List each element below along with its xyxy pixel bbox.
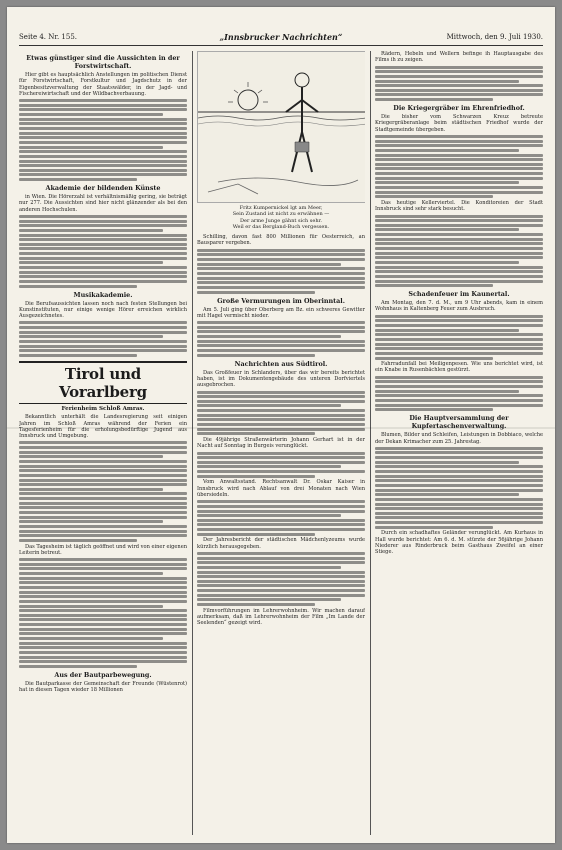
paragraph: Hier gibt es hauptsächlich Anstellungen im politischen Dienst für Forstwirtschaft, Forstkultur und Jagdschutz in der Eigenbesitzverwaltung der Staatswälder, in der Jagd- und Fischereiwirtschaft und der Wildbachverbauung.: [19, 72, 187, 97]
text-line: [19, 591, 187, 594]
text-line: [375, 390, 519, 393]
text-line: [375, 475, 543, 478]
text-line: [375, 191, 543, 194]
text-line: [197, 571, 365, 574]
text-line: [19, 628, 187, 631]
text-line: [375, 465, 543, 468]
text-block: [197, 249, 365, 294]
text-line: [375, 493, 519, 496]
text-line: [19, 488, 163, 491]
text-line: [19, 520, 163, 523]
text-line: [197, 566, 341, 569]
text-line: [375, 338, 543, 341]
text-line: [19, 127, 187, 130]
text-line: [19, 516, 187, 519]
text-line: [19, 479, 187, 482]
text-line: [19, 558, 187, 561]
headline: Musikakademie.: [73, 290, 133, 299]
text-block: [19, 558, 187, 668]
paragraph: Die Berufsaussichten lassen noch nach festen Stellungen bei Kunstinstituten, nur einige wenige Hörer erreichen wirklich Ausgezeichnetes.: [19, 300, 187, 320]
text-line: [375, 357, 493, 360]
text-line: [197, 432, 315, 435]
text-line: [197, 400, 365, 403]
text-block: [19, 215, 187, 288]
text-line: [375, 512, 543, 515]
text-line: [19, 150, 187, 153]
paragraph: Die bisher vom Schwarzen Kreuz betreute Kriegergräberanlage beim städtischen Friedhof wurde der Stadtgemeinde übergeben.: [375, 114, 543, 133]
text-line: [375, 172, 543, 175]
text-line: [19, 497, 187, 500]
paragraph: in Wien. Die Hörerzahl ist verhältnismäßig gering, sie beträgt nur 277. Die Aussichten sind hier nicht glänzender als bei den anderen Hochschulen.: [19, 194, 187, 213]
text-line: [197, 589, 365, 592]
text-block: [375, 315, 543, 360]
text-line: [375, 461, 519, 464]
text-line: [19, 275, 187, 278]
text-block: [197, 452, 365, 478]
text-line: [375, 70, 543, 73]
text-line: [19, 141, 187, 144]
text-line: [375, 319, 543, 322]
text-line: [375, 98, 493, 101]
text-line: [19, 511, 187, 514]
text-line: [375, 315, 543, 318]
text-line: [197, 594, 365, 597]
headline: Schadenfeuer im Kaunertal.: [408, 290, 510, 299]
text-line: [19, 155, 187, 158]
text-line: [19, 506, 187, 509]
paragraph: Das heutige Kellerviertel. Die Konditoreien der Stadt Innsbruck sind sehr stark besucht.: [375, 199, 543, 213]
text-line: [197, 249, 365, 252]
text-line: [197, 523, 365, 526]
text-line: [197, 349, 365, 352]
text-line: [19, 572, 163, 575]
text-line: [375, 498, 543, 501]
text-line: [19, 173, 187, 176]
text-line: [197, 263, 341, 266]
text-block: [197, 500, 365, 535]
text-line: [375, 219, 543, 222]
caption-line: Weil er das Bergland-Buch vergessen.: [232, 223, 330, 230]
text-line: [19, 335, 163, 338]
text-line: [19, 483, 187, 486]
text-line: [19, 178, 137, 181]
text-line: [19, 169, 187, 172]
text-line: [375, 333, 543, 336]
column-2: [197, 51, 365, 835]
text-line: [375, 343, 543, 346]
text-line: [19, 642, 187, 645]
text-line: [375, 149, 519, 152]
text-line: [197, 505, 365, 508]
text-line: [19, 99, 187, 102]
text-line: [197, 584, 365, 587]
text-line: [375, 93, 543, 96]
text-line: [19, 104, 187, 107]
paragraph: Schilling, davon fast 800 Millionen für Oesterreich, an Bausparer vergeben.: [197, 234, 365, 247]
paragraph: Das Tagesheim ist täglich geöffnet und wird von einer eigenen Leiterin betreut.: [19, 543, 187, 556]
text-line: [197, 281, 365, 284]
column-rule: [192, 51, 193, 835]
text-line: [375, 526, 493, 529]
column-1: [19, 51, 187, 835]
text-line: [375, 280, 543, 283]
text-line: [375, 394, 543, 397]
page-header: [19, 31, 543, 46]
text-line: [19, 665, 137, 668]
text-line: [375, 521, 543, 524]
text-block: [375, 135, 543, 198]
text-line: [19, 266, 187, 269]
text-line: [19, 224, 187, 227]
text-block: [19, 99, 187, 181]
headline: Aus der Bautparbewegung.: [54, 670, 152, 679]
text-line: [197, 414, 365, 417]
text-line: [197, 519, 365, 522]
text-line: [375, 451, 543, 454]
text-line: [375, 352, 543, 355]
text-line: [19, 577, 187, 580]
column-3: [375, 51, 543, 835]
text-line: [375, 347, 543, 350]
text-line: [19, 474, 187, 477]
text-line: [19, 656, 187, 659]
text-line: [19, 469, 187, 472]
text-line: [197, 272, 365, 275]
text-line: [375, 163, 543, 166]
text-line: [375, 233, 543, 236]
text-line: [19, 618, 187, 621]
text-line: [197, 533, 315, 536]
page-fold: [7, 427, 555, 429]
text-line: [197, 603, 315, 606]
text-line: [19, 229, 163, 232]
text-line: [375, 275, 543, 278]
text-line: [375, 284, 493, 287]
paragraph: Fahrradunfall bei Meiligenpesen. Wie uns berichtet wird, ist ein Knabe in Rusenbächlen gestürzt.: [375, 361, 543, 374]
text-line: [19, 539, 137, 542]
text-line: [19, 614, 187, 617]
text-block: [197, 321, 365, 356]
text-line: [375, 456, 543, 459]
text-line: [19, 660, 187, 663]
text-line: [19, 136, 187, 139]
text-line: [375, 261, 519, 264]
text-line: [197, 500, 365, 503]
text-line: [19, 349, 187, 352]
text-block: [375, 215, 543, 288]
text-line: [197, 277, 365, 280]
text-line: [19, 331, 187, 334]
text-line: [375, 266, 543, 269]
text-line: [375, 238, 543, 241]
text-line: [375, 470, 543, 473]
text-line: [19, 122, 187, 125]
text-line: [19, 605, 163, 608]
text-line: [375, 507, 543, 510]
text-block: [197, 552, 365, 606]
text-line: [19, 220, 187, 223]
text-line: [197, 470, 365, 473]
text-line: [197, 528, 365, 531]
text-line: [19, 132, 187, 135]
text-line: [19, 595, 187, 598]
text-line: [375, 186, 543, 189]
text-line: [19, 118, 187, 121]
text-line: [197, 258, 365, 261]
masthead: „Innsbrucker Nachrichten“: [219, 32, 343, 42]
text-line: [197, 335, 341, 338]
text-line: [197, 321, 365, 324]
text-line: [375, 324, 543, 327]
text-line: [19, 326, 187, 329]
text-line: [19, 609, 187, 612]
text-line: [19, 465, 187, 468]
text-line: [19, 354, 137, 357]
text-line: [19, 637, 163, 640]
text-line: [197, 395, 365, 398]
text-block: [375, 447, 543, 529]
text-line: [375, 228, 519, 231]
text-line: [197, 561, 365, 564]
headline: Die Hauptversammlung der Kupfertaschenverwaltung.: [409, 414, 509, 431]
text-line: [375, 270, 543, 273]
text-line: [19, 600, 187, 603]
text-line: [19, 451, 187, 454]
headline: Akademie der bildenden Künste: [45, 184, 161, 193]
caption-line: Fritz Kumpernickel lgt am Meer,: [239, 205, 323, 211]
text-line: [19, 321, 187, 324]
subheadline: Ferienheim Schloß Amras.: [61, 405, 145, 412]
text-line: [19, 563, 187, 566]
text-line: [375, 247, 543, 250]
text-line: [19, 261, 163, 264]
text-line: [197, 552, 365, 555]
text-line: [375, 516, 543, 519]
text-line: [375, 66, 543, 69]
text-line: [375, 181, 519, 184]
text-block: [19, 441, 187, 541]
text-line: [197, 510, 365, 513]
text-line: [375, 479, 543, 482]
text-line: [19, 340, 187, 343]
text-line: [197, 423, 365, 426]
text-block: [375, 66, 543, 101]
text-line: [375, 224, 543, 227]
text-line: [375, 329, 519, 332]
text-line: [19, 234, 187, 237]
text-line: [19, 285, 137, 288]
text-line: [375, 177, 543, 180]
text-block: [19, 321, 187, 356]
text-line: [375, 215, 543, 218]
text-line: [197, 391, 365, 394]
caption-line: Sein Zustand ist nicht zu erwähnen —: [232, 211, 330, 218]
text-line: [19, 525, 187, 528]
text-line: [197, 418, 365, 421]
text-line: [197, 340, 365, 343]
text-line: [197, 461, 365, 464]
text-line: [19, 534, 187, 537]
text-line: [197, 475, 315, 478]
paragraph: Vom Anwaltsstand. Rechtsanwalt Dr. Oskar Kaiser in Innsbruck wird nach Ablauf von drei Monaten nach Wien übersiedeln.: [197, 479, 365, 498]
paragraph: Am 5. Juli ging über Oberberg am Bz. ein schweres Gewitter mit Hagel vermischt nieder.: [197, 306, 365, 319]
text-line: [375, 140, 543, 143]
text-line: [197, 580, 365, 583]
text-line: [19, 623, 187, 626]
paragraph: Der Jahresbericht der städtischen Mädchenlyzeums wurde kürzlich herausgegeben.: [197, 537, 365, 550]
text-line: [19, 502, 187, 505]
text-line: [375, 484, 543, 487]
paragraph: Die Bautparkasse der Gemeinschaft der Freunde (Wüstenrot) hat in diesen Tagen wieder 18 Millionen: [19, 680, 187, 694]
text-line: [19, 257, 187, 260]
text-line: [19, 108, 187, 111]
text-line: [19, 441, 187, 444]
page-number: Seite 4. Nr. 155.: [19, 33, 77, 41]
text-line: [19, 567, 187, 570]
issue-date: Mittwoch, den 9. Juli 1930.: [446, 33, 543, 41]
text-line: [375, 167, 543, 170]
paragraph: Blumen, Bilder und Schleifen, Leistungen in Dobbiaco, welche der Dekan Krimacher zum 25. Jahrestag.: [375, 432, 543, 445]
text-line: [19, 345, 187, 348]
beach-cartoon-illustration: [197, 51, 365, 203]
text-line: [197, 291, 315, 294]
text-line: [197, 575, 365, 578]
text-line: [19, 252, 187, 255]
text-line: [19, 492, 187, 495]
text-line: [19, 446, 187, 449]
text-line: [375, 489, 543, 492]
text-line: [19, 632, 187, 635]
text-line: [197, 598, 341, 601]
cartoon-caption: [197, 205, 365, 230]
text-line: [197, 253, 365, 256]
text-line: [197, 326, 365, 329]
text-line: [197, 514, 341, 517]
headline: Große Vermurungen im Oberinntal.: [217, 296, 345, 305]
paragraph: Das Großfeuer in Schlanders, über das wir bereits berichtet haben, ist im Dokumentengebäude des unteren Dorfviertels ausgebrochen.: [197, 369, 365, 389]
text-line: [197, 286, 365, 289]
paragraph: Die 49jährige Straßenwärterin Johann Gerhart ist in der Nacht auf Sonntag in Burgeis verunglückt.: [197, 436, 365, 450]
caption-line: Der arme Junge gähnt sich sehr.: [240, 217, 322, 224]
text-line: [197, 452, 365, 455]
text-line: [19, 247, 187, 250]
headline: Nachrichten aus Südtirol.: [234, 359, 328, 368]
text-line: [375, 376, 543, 379]
text-line: [375, 447, 543, 450]
text-line: [197, 354, 315, 357]
paragraph: Bekanntlich unterhält die Landesregierung seit einigen Jahren im Schloß Amras während der Ferien ein Tagesferienheim für die erholungsbedürftige Jugend aus Innsbruck und Umgebung.: [19, 414, 187, 440]
cartoon-drawing: [198, 52, 365, 202]
text-line: [375, 80, 519, 83]
text-line: [375, 195, 493, 198]
text-line: [197, 465, 341, 468]
text-line: [375, 158, 543, 161]
text-block: [375, 376, 543, 411]
text-line: [19, 271, 187, 274]
text-line: [19, 586, 187, 589]
text-line: [197, 267, 365, 270]
newspaper-page: [7, 7, 555, 843]
text-line: [375, 242, 543, 245]
paragraph: Durch ein schadhaftes Geländer verunglückt. Am Kurhaus in Hall wurde berichtet: Am 6. d. M. stürzte der 56jährige Johann Niederer aus Rinderbruck beim Gasthaus Zweifel an einer Stiege.: [375, 530, 543, 556]
text-line: [19, 160, 187, 163]
text-line: [19, 455, 163, 458]
paragraph: Filmvorführungen im Lehrerwohnheim. Wir machen darauf aufmerksam, daß im Lehrerwohnheim der Film „Im Lande der Seelenden“ gezeigt wird.: [197, 607, 365, 627]
text-line: [19, 238, 187, 241]
text-line: [197, 344, 365, 347]
text-line: [19, 146, 163, 149]
text-line: [375, 404, 543, 407]
text-line: [19, 530, 187, 533]
text-line: [197, 404, 341, 407]
text-line: [19, 646, 187, 649]
text-line: [375, 89, 543, 92]
text-line: [19, 164, 187, 167]
text-line: [19, 243, 187, 246]
text-line: [19, 651, 187, 654]
text-line: [375, 84, 543, 87]
text-line: [197, 330, 365, 333]
text-line: [375, 503, 543, 506]
paragraph: Rädern, Hebeln und Wellern befinge ih Hauptausgabe des Films ih zu zeigen.: [375, 51, 543, 64]
text-line: [375, 252, 543, 255]
column-rule: [370, 51, 371, 835]
text-line: [197, 557, 365, 560]
text-line: [19, 581, 187, 584]
text-line: [19, 280, 187, 283]
text-line: [375, 380, 543, 383]
text-line: [375, 385, 543, 388]
text-line: [19, 460, 187, 463]
text-line: [375, 256, 543, 259]
section-title: Tirol und Vorarlberg: [19, 361, 187, 404]
text-line: [375, 75, 543, 78]
text-line: [19, 215, 187, 218]
text-line: [375, 144, 543, 147]
text-line: [197, 456, 365, 459]
headline: Die Kriegergräber im Ehrenfriedhof.: [393, 104, 525, 113]
text-line: [375, 135, 543, 138]
text-line: [375, 408, 493, 411]
text-line: [375, 399, 543, 402]
paragraph: Am Montag, den 7. d. M., um 9 Uhr abends, kam in einem Wohnhaus in Kaltenberg Feuer zum Ausbruch.: [375, 300, 543, 313]
text-line: [375, 154, 543, 157]
text-line: [197, 409, 365, 412]
text-line: [19, 113, 163, 116]
headline: Etwas günstiger sind die Aussichten in der Forstwirtschaft.: [26, 54, 180, 70]
